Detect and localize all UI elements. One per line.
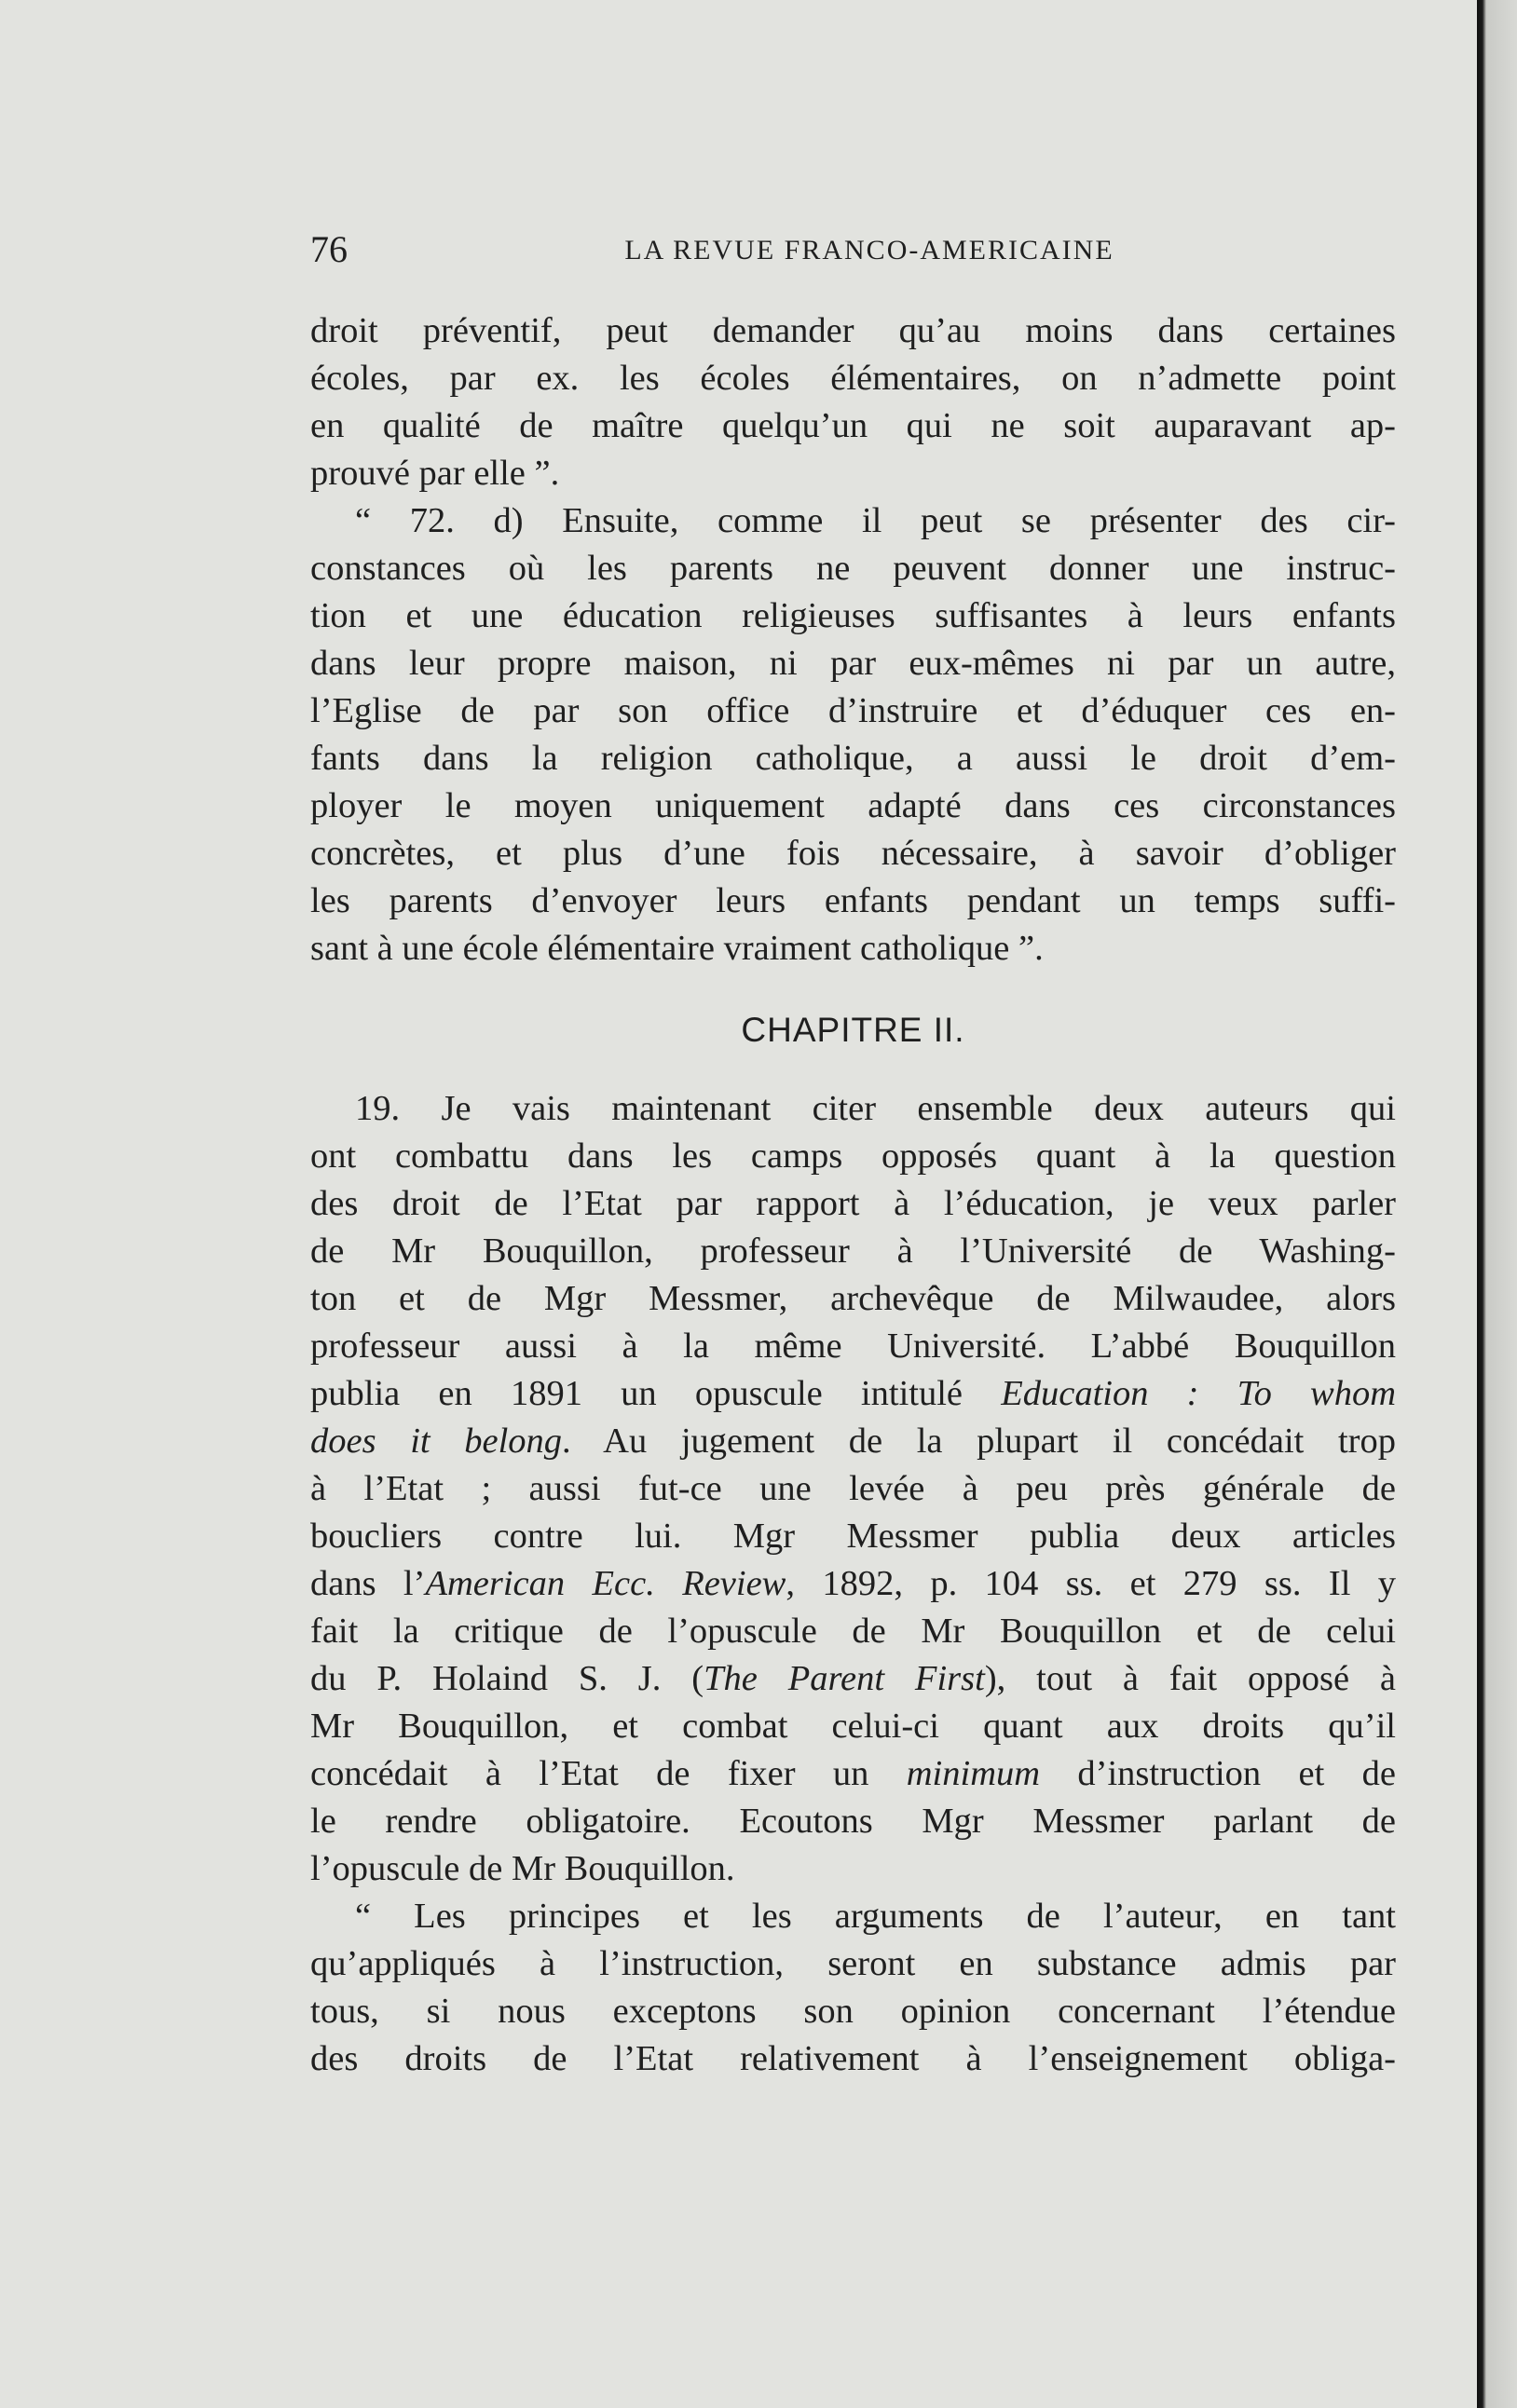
italic-title: Education : To whom bbox=[1001, 1374, 1397, 1413]
text-run: du P. Holaind S. J. ( bbox=[310, 1659, 704, 1698]
text-line: fants dans la religion catholique, a aussi le droit d’em- bbox=[310, 739, 1396, 778]
text-line: l’opuscule de Mr Bouquillon. bbox=[310, 1849, 735, 1888]
paragraph-quote-72 bbox=[310, 497, 1396, 973]
text-line: sant à une école élémentaire vraiment catholique ”. bbox=[310, 929, 1044, 968]
text-line bbox=[310, 1370, 1396, 1418]
text-line: qu’appliqués à l’instruction, seront en substance admis par bbox=[310, 1944, 1396, 1983]
body-text bbox=[310, 307, 1396, 2083]
text-run: ), tout à fait opposé à bbox=[984, 1659, 1397, 1698]
text-line: de Mr Bouquillon, professeur à l’Université de Washing- bbox=[310, 1231, 1396, 1271]
italic-title: American Ecc. Review bbox=[425, 1564, 786, 1603]
italic-term: minimum bbox=[906, 1754, 1041, 1793]
text-run: dans l’ bbox=[310, 1564, 426, 1603]
text-line: à l’Etat ; aussi fut-ce une levée à peu près générale de bbox=[310, 1469, 1396, 1508]
text-line: le rendre obligatoire. Ecoutons Mgr Messmer parlant de bbox=[310, 1802, 1396, 1841]
text-line: tous, si nous exceptons son opinion concernant l’étendue bbox=[310, 1992, 1396, 2031]
italic-title: does it belong bbox=[310, 1422, 563, 1461]
text-line: ton et de Mgr Messmer, archevêque de Milwaudee, alors bbox=[310, 1279, 1396, 1318]
text-line: boucliers contre lui. Mgr Messmer publia deux articles bbox=[310, 1517, 1396, 1556]
text-line: prouvé par elle ”. bbox=[310, 454, 560, 493]
text-line: “ Les principes et les arguments de l’auteur, en tant bbox=[355, 1897, 1396, 1936]
paragraph-19 bbox=[310, 1085, 1396, 1893]
text-line: droit préventif, peut demander qu’au moins dans certaines bbox=[310, 311, 1396, 350]
italic-title: The Parent First bbox=[704, 1659, 985, 1698]
text-line: l’Eglise de par son office d’instruire et d’éduquer ces en- bbox=[310, 691, 1396, 730]
text-line: des droit de l’Etat par rapport à l’éducation, je veux parler bbox=[310, 1184, 1396, 1223]
text-line bbox=[310, 1655, 1396, 1703]
text-line: dans leur propre maison, ni par eux-mêmes ni par un autre, bbox=[310, 644, 1396, 683]
paragraph-continued bbox=[310, 307, 1396, 497]
paragraph-quote-messmer bbox=[310, 1893, 1396, 2083]
text-line: les parents d’envoyer leurs enfants pendant un temps suffi- bbox=[310, 881, 1396, 920]
text-line: constances où les parents ne peuvent donner une instruc- bbox=[310, 549, 1396, 588]
text-line: concrètes, et plus d’une fois nécessaire, à savoir d’obliger bbox=[310, 834, 1396, 873]
text-line: 19. Je vais maintenant citer ensemble deux auteurs qui bbox=[355, 1089, 1396, 1128]
text-run: publia en 1891 un opuscule intitulé bbox=[310, 1374, 1002, 1413]
text-run: d’instruction et de bbox=[1040, 1754, 1396, 1793]
text-run: , 1892, p. 104 ss. et 279 ss. Il y bbox=[786, 1564, 1397, 1603]
text-line: “ 72. d) Ensuite, comme il peut se présenter des cir- bbox=[355, 501, 1396, 540]
text-line: fait la critique de l’opuscule de Mr Bouquillon et de celui bbox=[310, 1612, 1396, 1651]
text-run: concédait à l’Etat de fixer un bbox=[310, 1754, 907, 1793]
text-line: ont combattu dans les camps opposés quant à la question bbox=[310, 1136, 1396, 1176]
text-line bbox=[310, 1750, 1396, 1798]
page-number: 76 bbox=[310, 228, 348, 270]
page-header bbox=[310, 227, 1419, 274]
text-line: écoles, par ex. les écoles élémentaires, on n’admette point bbox=[310, 359, 1396, 398]
text-line: Mr Bouquillon, et combat celui-ci quant aux droits qu’il bbox=[310, 1707, 1396, 1746]
text-line: des droits de l’Etat relativement à l’enseignement obliga- bbox=[310, 2039, 1396, 2078]
text-run: . Au jugement de la plupart il concédait trop bbox=[562, 1422, 1397, 1461]
page-edge-shadow bbox=[1477, 0, 1517, 2408]
text-line: en qualité de maître quelqu’un qui ne soit auparavant ap- bbox=[310, 406, 1396, 445]
text-line bbox=[310, 1418, 1396, 1465]
text-line: tion et une éducation religieuses suffisantes à leurs enfants bbox=[310, 596, 1396, 635]
text-line: ployer le moyen uniquement adapté dans ces circonstances bbox=[310, 786, 1396, 825]
text-line: professeur aussi à la même Université. L’abbé Bouquillon bbox=[310, 1326, 1396, 1366]
text-line bbox=[310, 1560, 1396, 1608]
running-title: LA REVUE FRANCO-AMERICAINE bbox=[624, 235, 1114, 265]
chapter-heading: CHAPITRE II. bbox=[741, 1011, 965, 1049]
